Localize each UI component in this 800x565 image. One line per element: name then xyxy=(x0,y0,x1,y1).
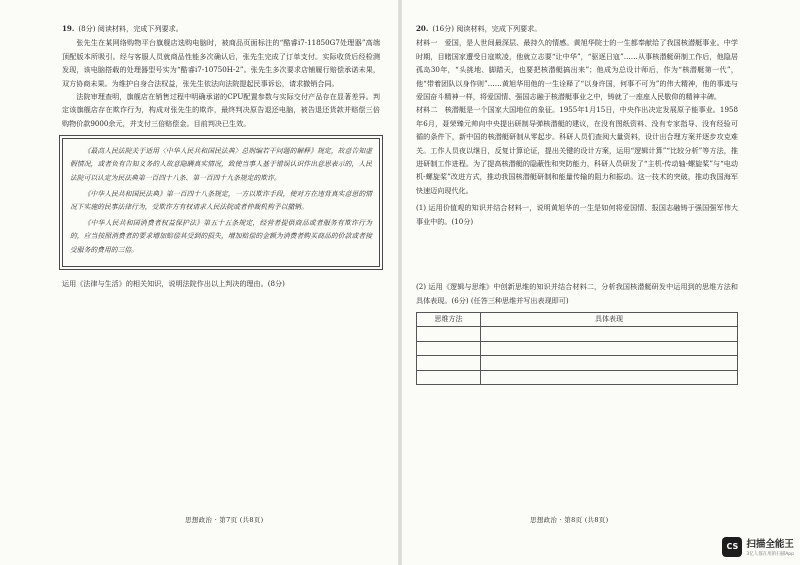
table-header-method: 思维方法 xyxy=(417,312,481,327)
scanner-watermark xyxy=(722,536,794,557)
law-excerpt-2: 《中华人民共和国民法典》第一百四十八条规定，一方以欺诈手段，使对方在违背真实意思的情况下实施的民事法律行为，受欺诈方有权请求人民法院或者仲裁机构予以撤销。 xyxy=(70,189,372,212)
page-footer-7: 思想政治 · 第7页 (共8页) xyxy=(185,516,264,524)
camscanner-logo-icon: CS xyxy=(722,537,742,557)
page-footer-8: 思想政治 · 第8页 (共8页) xyxy=(530,516,609,524)
watermark-subtitle: 3亿人都在用的扫描App xyxy=(746,552,794,557)
law-excerpt-1: 《最高人民法院关于适用〈中华人民共和国民法典〉总则编若干问题的解释》规定，故意告知虚假情况，或者负有告知义务的人故意隐瞒真实情况，致使当事人基于错误认识作出意思表示的，人民法院可以认定为民法典第一百四十八条、第一百四十九条规定的欺诈。 xyxy=(70,147,372,182)
q20-number: 20. xyxy=(416,24,429,33)
watermark-text xyxy=(746,536,794,557)
table-row xyxy=(417,370,738,385)
q20-material-2: 材料二 核潜艇是一个国家大国地位的象征。1955年1月15日，中央作出决定发展原子能事业。1958年6月，聂荣臻元帅向中央提出研制导弹核潜艇的建议，在没有图纸资料、没有专家指导、没有经验可循的条件下，新中国的核潜艇研制从零起步。科研人员们查阅大量资料，设计出合理方案并逐步攻克难关。工作人员夜以继日，反复计算论证，提出关键的设计方案，运用“逻辑计算”“比较分析”等方法，推进研制工作进程。为了提高核潜艇的隐蔽性和突防能力，科研人员研发了“主机-传动轴-螺旋桨”与“电动机-螺旋桨”改进方式，推动我国核潜艇研制和能量传输的阻力和振动。这一技术的突破，推动我国海军快速迈向现代化。 xyxy=(416,105,738,195)
table-row xyxy=(417,356,738,371)
answer-cell-method[interactable] xyxy=(417,356,481,371)
q20-header xyxy=(416,22,738,35)
q19-task: 运用《法律与生活》的相关知识，说明法院作出以上判决的理由。(8分) xyxy=(62,278,285,288)
watermark-title: 扫描全能王 xyxy=(746,539,794,550)
center-fold xyxy=(398,0,402,565)
q20-subquestion-1: (1) 运用价值观的知识并结合材料一，说明黄旭华的一生是如何将爱国情、报国志融铸于强国强军伟大事业中的。(10分) xyxy=(416,203,738,226)
law-excerpt-box xyxy=(62,138,380,267)
q20-subquestion-2: (2) 运用《逻辑与思维》中创新思维的知识并结合材料二，分析我国核潜艇研发中运用到的思维方法和具体表现。(6分) (任答三种思维并写出表现即可) xyxy=(416,282,738,305)
answer-cell-method[interactable] xyxy=(417,370,481,385)
q19-paragraph-2: 法院审理查明，旗舰店在销售过程中明确承诺的CPU配置参数与实际交付产品存在显著差异。判定该旗舰店存在欺诈行为，构成对张先生的欺诈，最终判决原告退还电脑，被告退还货款并赔偿三倍购物价款9000余元，并支付三倍赔偿金。目前判决已生效。 xyxy=(62,92,380,128)
answer-cell-method[interactable] xyxy=(417,327,481,342)
answer-cell-method[interactable] xyxy=(417,341,481,356)
question-20 xyxy=(416,22,738,385)
q19-instruction: (8分) 阅读材料，完成下列要求。 xyxy=(78,24,183,33)
table-row xyxy=(417,341,738,356)
answer-table-header-row xyxy=(417,312,738,327)
q19-number: 19. xyxy=(62,24,75,33)
answer-cell-detail[interactable] xyxy=(481,341,738,356)
question-19 xyxy=(62,22,380,290)
q19-header xyxy=(62,22,380,35)
answer-cell-detail[interactable] xyxy=(481,327,738,342)
answer-table xyxy=(416,312,738,386)
table-row xyxy=(417,327,738,342)
answer-cell-detail[interactable] xyxy=(481,370,738,385)
q19-paragraph-1: 张先生在某网络购物平台旗舰店选购电脑时，被商品页面标注的“酷睿i7-11850G7处理器”高端顶配版本所吸引。经与客服人员就商品性能多次确认后，张先生完成了订单支付。实际收货后经检测发现，该电脑搭载的处理器型号实为“酷睿i7-10750H-2”。张先生多次要求店铺履行赔偿承诺未果，双方协商未果。为维护自身合法权益，张先生依法向法院提起民事诉讼，请求撤销合同。 xyxy=(62,38,380,88)
law-excerpt-3: 《中华人民共和国消费者权益保护法》第五十五条规定，经营者提供商品或者服务有欺诈行为的，应当按照消费者的要求增加赔偿其受到的损失，增加赔偿的金额为消费者购买商品的价款或者接受服务的费用的三倍。 xyxy=(70,219,372,254)
answer-cell-detail[interactable] xyxy=(481,356,738,371)
q20-material-1: 材料一 爱国，是人世间最深层、最持久的情感。黄旭华院士的一生都奉献给了我国核潜艇事业。中学时期，目睹国家遭受日寇欺凌，他就立志要“让中华”，“驱逐日寇”……从事核潜艇研制工作后，他隐居孤岛30年，“头挑地、脚踏天，也要把核潜艇搞出来”；他成为总设计师后，作为“核潜艇第一代”，他“带着团队以身作则”……黄旭华用他的一生诠释了“以身许国，何事不可为”的伟大精神，他的事迹与爱国奋斗精神一样，将爱国情、强国志融于核潜艇事业之中，铸就了一座座人民敬仰的精神丰碑。 xyxy=(416,38,738,102)
table-header-detail: 具体表现 xyxy=(481,312,738,327)
q20-instruction: (16分) 阅读材料，完成下列要求。 xyxy=(432,24,542,33)
